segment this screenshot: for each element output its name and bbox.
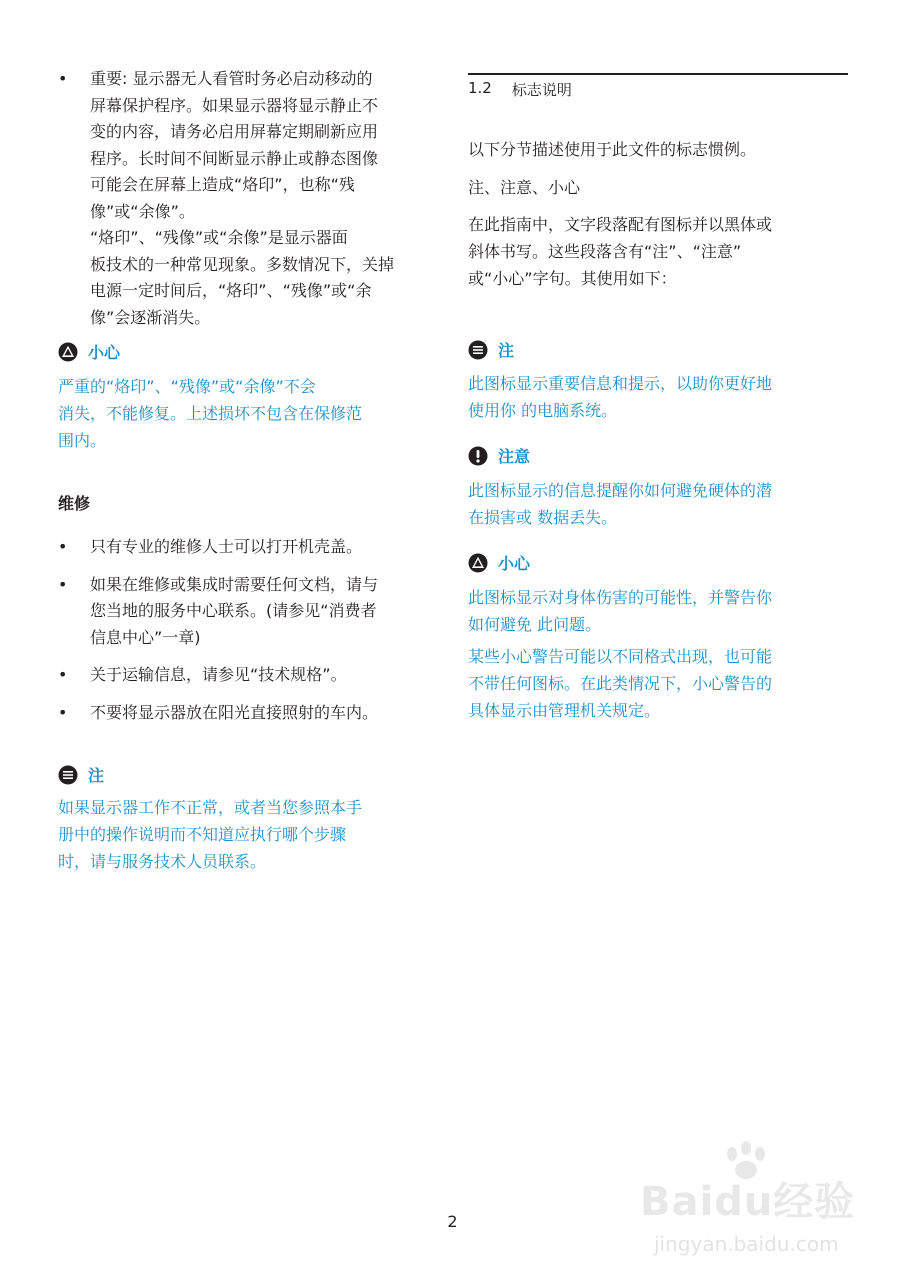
- attention-label: 注意: [498, 447, 531, 466]
- note-text: 如果显示器工作不正常，或者当您参照本手 册中的操作说明而不知道应执行哪个步骤 时，请与服务技术人员联系。: [58, 798, 363, 871]
- list-item: • 不要将显示器放在阳光直接照射的车内。: [58, 700, 438, 727]
- list-item: • 如果在维修或集成时需要任何文档，请与 您当地的服务中心联系。(请参见“消费者 信息中心”一章): [58, 572, 438, 652]
- list-item: • 只有专业的维修人士可以打开机壳盖。: [58, 534, 438, 561]
- watermark-url: jingyan.baidu.com: [654, 1232, 839, 1256]
- section-title-text: 标志说明: [511, 81, 572, 99]
- caution-icon: [58, 342, 78, 362]
- repair-heading: 维修: [58, 494, 91, 513]
- note-icon: [468, 340, 488, 360]
- section-title: [468, 79, 572, 100]
- caution-label: 小心: [498, 554, 531, 573]
- attention-text: 此图标显示的信息提醒你如何避免硬体的潜 在损害或 数据丢失。: [468, 481, 773, 527]
- caution-text: 此图标显示对身体伤害的可能性，并警告你 如何避免 此问题。: [468, 588, 773, 634]
- top-bullet-list: [58, 66, 438, 331]
- note-heading: [58, 763, 104, 786]
- note-icon: [58, 765, 78, 785]
- note-text: 此图标显示重要信息和提示，以助你更好地 使用你 的电脑系统。: [468, 374, 773, 420]
- caution-icon: [468, 553, 488, 573]
- watermark-brand: Baidu经验: [640, 1179, 856, 1225]
- caution-heading: [58, 340, 120, 363]
- intro-text: 以下分节描述使用于此文件的标志惯例。: [468, 140, 757, 159]
- note-label: 注: [88, 766, 105, 785]
- caution-heading: [468, 551, 530, 574]
- repair-list: [58, 534, 438, 737]
- caution-extra-text: 某些小心警告可能以不同格式出现，也可能 不带任何图标。在此类情况下，小心警告的 具体显示由管理机关规定。: [468, 647, 773, 720]
- section-number: 1.2: [468, 79, 492, 97]
- exclamation-icon: [468, 446, 488, 466]
- description-text: 在此指南中，文字段落配有图标并以黑体或 斜体书写。这些段落含有“注”、“注意” 或“小心”字句。其使用如下：: [468, 215, 773, 288]
- caution-label: 小心: [88, 343, 121, 362]
- page-number: 2: [447, 1212, 458, 1231]
- list-item: • 重要: 显示器无人看管时务必启动移动的 屏幕保护程序。如果显示器将显示静止不 变的内容，请务必启用屏幕定期刷新应用 程序。长时间不间断显示静止或静态图像 可能会在屏幕上造成“烙印”，也称“残 像”或“余像”。 “烙印”、“残像”或“余像”是显示器面 板技术的一种常见现象。多数情况下，关掉 电源一定时间后，“烙印”、“残像”或“余 像”会逐渐消失。: [58, 66, 438, 331]
- note-label: 注: [498, 341, 515, 360]
- watermark: [640, 1140, 870, 1270]
- caution-text: 严重的“烙印”、“残像”或“余像”不会 消失，不能修复。上述损坏不包含在保修范 围内。: [58, 377, 363, 450]
- list-item: • 关于运输信息，请参见“技术规格”。: [58, 662, 438, 689]
- attention-heading: [468, 444, 530, 467]
- section-rule: [468, 73, 848, 75]
- note-heading: [468, 338, 514, 361]
- subhead-text: 注、注意、小心: [468, 178, 581, 197]
